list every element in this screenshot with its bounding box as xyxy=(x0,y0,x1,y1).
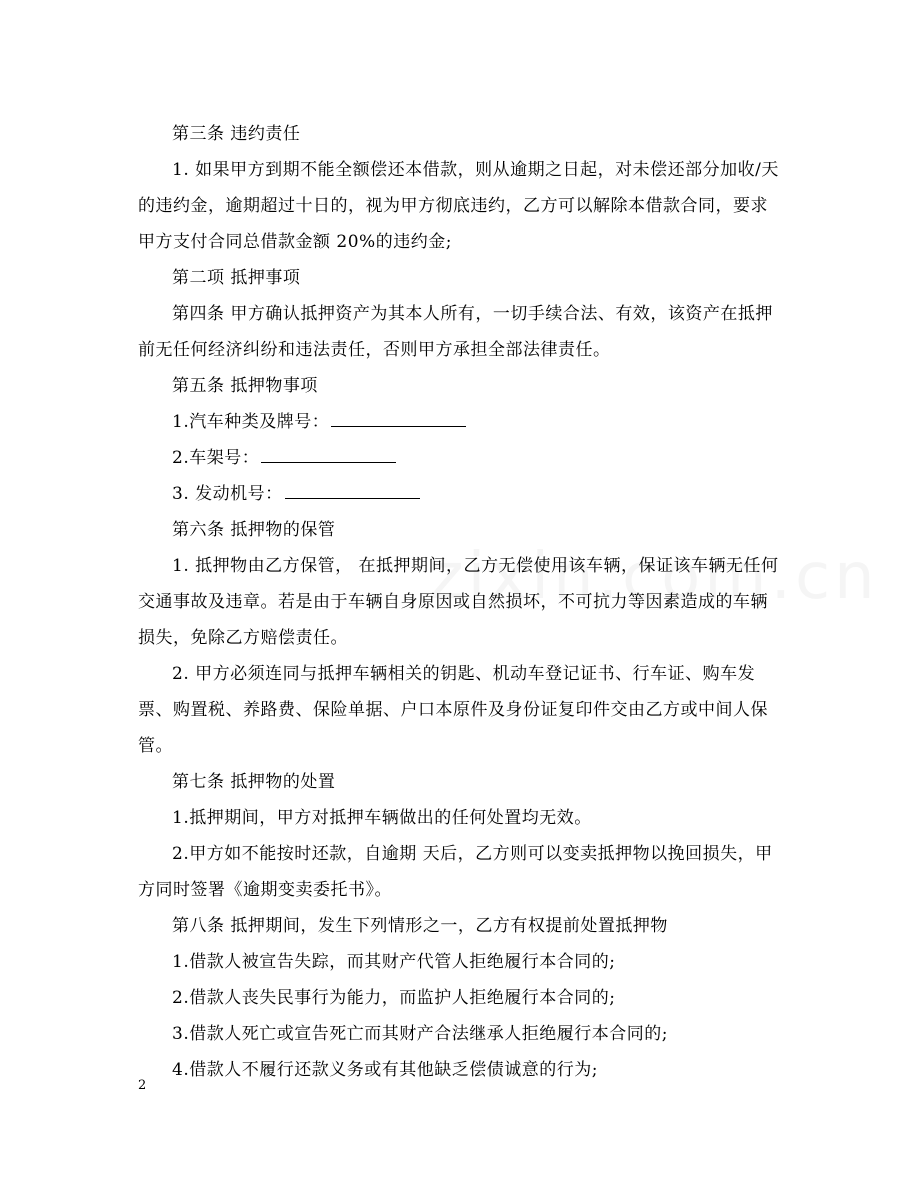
blank-line xyxy=(331,408,466,427)
section-heading: 第七条 抵押物的处置 xyxy=(172,772,336,792)
paragraph: 1. 如果甲方到期不能全额偿还本借款，则从逾期之日起，对未偿还部分加收/天 的违约金，逾期超过十日的，视为甲方彻底违约，乙方可以解除本借款合同，要求甲方支付合同总借款金额 20%的违约金; xyxy=(138,160,785,252)
blank-line xyxy=(261,444,396,463)
field-frame-no xyxy=(138,440,783,476)
paragraph: 1.抵押期间，甲方对抵押车辆做出的任何处置均无效。 xyxy=(172,808,592,828)
field-car-type xyxy=(138,404,783,440)
blank-line xyxy=(285,480,420,499)
section-heading: 第三条 违约责任 xyxy=(172,124,301,144)
list-item: 3.借款人死亡或宣告死亡而其财产合法继承人拒绝履行本合同的; xyxy=(172,1024,668,1044)
section-heading: 第八条 抵押期间，发生下列情形之一，乙方有权提前处置抵押物 xyxy=(172,916,668,936)
field-label: 2.车架号： xyxy=(172,448,260,468)
field-label: 3. 发动机号： xyxy=(172,484,283,504)
section-heading: 第二项 抵押事项 xyxy=(172,268,301,288)
paragraph: 2. 甲方必须连同与抵押车辆相关的钥匙、机动车登记证书、行车证、购车发票、购置税、养路费、保险单据、户口本原件及身份证复印件交由乙方或中间人保管。 xyxy=(138,664,768,756)
paragraph: 2.甲方如不能按时还款，自逾期 天后，乙方则可以变卖抵押物以挽回损失，甲方同时签署《逾期变卖委托书》。 xyxy=(138,844,773,900)
list-item: 4.借款人不履行还款义务或有其他缺乏偿债诚意的行为; xyxy=(172,1060,598,1080)
list-item: 2.借款人丧失民事行为能力，而监护人拒绝履行本合同的; xyxy=(172,988,616,1008)
list-item: 1.借款人被宣告失踪，而其财产代管人拒绝履行本合同的; xyxy=(172,952,616,972)
paragraph: 1. 抵押物由乙方保管， 在抵押期间，乙方无偿使用该车辆，保证该车辆无任何交通事故及违章。若是由于车辆自身原因或自然损坏，不可抗力等因素造成的车辆损失，免除乙方赔偿责任。 xyxy=(138,556,779,648)
paragraph: 第四条 甲方确认抵押资产为其本人所有，一切手续合法、有效，该资产在抵押前无任何经济纠纷和违法责任，否则甲方承担全部法律责任。 xyxy=(138,304,773,360)
section-heading: 第五条 抵押物事项 xyxy=(172,376,318,396)
section-heading: 第六条 抵押物的保管 xyxy=(172,520,336,540)
field-engine-no xyxy=(138,476,783,512)
field-label: 1.汽车种类及牌号： xyxy=(172,412,330,432)
page-number: 2 xyxy=(138,1078,147,1093)
document-body xyxy=(138,116,783,1088)
